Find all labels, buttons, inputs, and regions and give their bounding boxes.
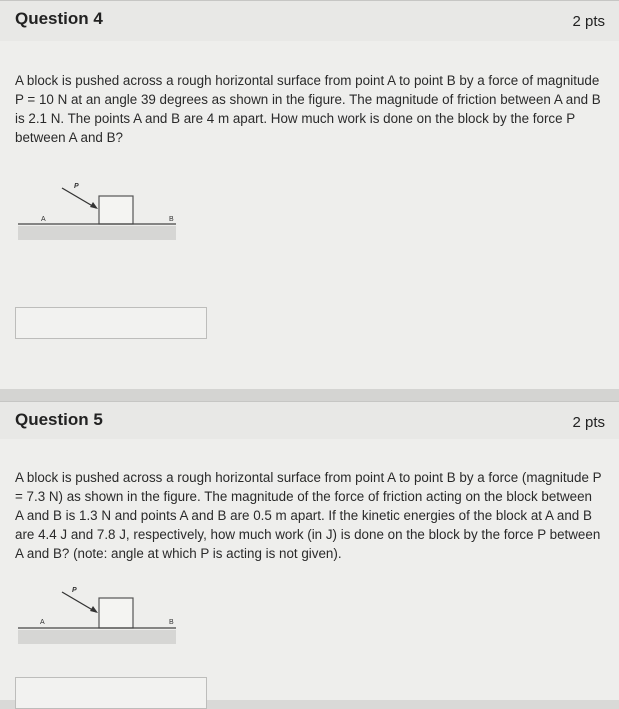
question-5-answer-input[interactable] — [15, 677, 207, 709]
question-5-title: Question 5 — [15, 410, 103, 429]
surface-hatch — [18, 226, 176, 240]
question-5-header — [0, 401, 619, 440]
question-5-figure — [14, 584, 184, 659]
question-4-header — [0, 0, 619, 42]
block — [99, 196, 133, 224]
question-4-body — [0, 41, 619, 389]
question-gap — [0, 389, 619, 401]
p-arrow — [62, 188, 98, 209]
question-5-points: 2 pts — [572, 414, 605, 431]
label-p: P — [74, 183, 79, 190]
block — [99, 598, 133, 628]
question-5-body — [0, 439, 619, 700]
question-4-title: Question 4 — [15, 9, 103, 28]
question-4-answer-input[interactable] — [15, 307, 207, 339]
question-4-text: A block is pushed across a rough horizontal surface from point A to point B by a force of magnitude P = 10 N at an angle 39 degrees as shown in the figure. The magnitude of friction between A and B is 2.1 N. The points A and B are 4 m apart. How much work is done on the block by the force P between A and B? — [15, 73, 601, 145]
p-arrow — [62, 592, 98, 613]
label-b: B — [169, 619, 174, 626]
question-5-text: A block is pushed across a rough horizontal surface from point A to point B by a force (magnitude P = 7.3 N) as shown in the figure. The magnitude of the force of friction acting on the block between A and B is 1.3 N and points A and B are 0.5 m apart. If the kinetic energies of the block at A and B are 4.4 J and 7.8 J, respectively, how much work (in J) is done on the block by the force P between A and B? (note: angle at which P is acting is not given). — [15, 470, 602, 561]
question-4-figure — [14, 176, 184, 251]
label-b: B — [169, 216, 174, 223]
label-a: A — [41, 216, 46, 223]
surface-hatch — [18, 630, 176, 644]
label-p: P — [72, 587, 77, 594]
question-4-points: 2 pts — [572, 13, 605, 30]
label-a: A — [40, 619, 45, 626]
